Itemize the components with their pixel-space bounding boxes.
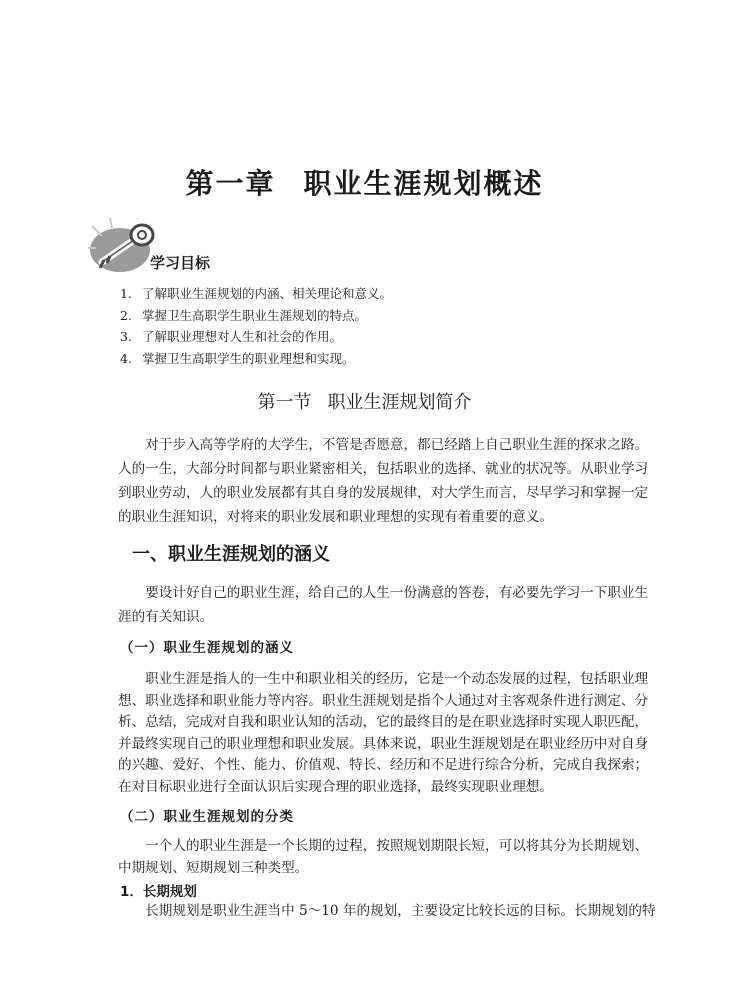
- section-number: 第一节: [257, 392, 312, 413]
- text-line: 长期规划是职业生涯当中 5～10 年的规划，主要设定比较长远的目标。长期规划的特: [118, 903, 656, 919]
- section-name: 职业生涯规划简介: [327, 392, 472, 413]
- section-title: [0, 388, 729, 414]
- text-line: 到职业劳动，人的职业发展都有其自身的发展规律，对大学生而言，尽早学习和掌握一定: [118, 485, 649, 501]
- text-line: 职业生涯是指人的一生中和职业相关的经历，它是一个动态发展的过程，包括职业理: [118, 671, 649, 687]
- text-line: 对于步入高等学府的大学生，不管是否愿意，都已经踏上自己职业生涯的探求之路。: [118, 437, 649, 453]
- paragraph-2: [118, 581, 648, 629]
- item-number: 2.: [120, 307, 132, 323]
- objectives-title: 学习目标: [150, 254, 211, 272]
- objective-item: [120, 326, 392, 348]
- item-number: 1.: [120, 286, 132, 301]
- item-number: 3.: [120, 329, 132, 344]
- chapter-name: 职业生涯规划概述: [303, 167, 544, 200]
- text-line: 想、职业选择和职业能力等内容。职业生涯规划是指个人通过对主客观条件进行测定、分: [118, 692, 649, 709]
- objectives-list: [120, 283, 392, 369]
- objective-item: [120, 283, 392, 305]
- text-line: 的兴趣、爱好、个性、能力、价值观、特长、经历和不足进行综合分析，完成自我探索；: [118, 757, 649, 773]
- text-line: 中期规划、短期规划三种类型。: [118, 859, 309, 876]
- item-number: 4.: [120, 350, 132, 366]
- chapter-title: [0, 162, 729, 202]
- objective-item: [120, 348, 392, 370]
- subheading-1: （一）职业生涯规划的涵义: [120, 640, 294, 656]
- item-text: 了解职业理想对人生和社会的作用。: [142, 329, 343, 344]
- text-line: 的职业生涯知识，对将来的职业发展和职业理想的实现有着重要的意义。: [118, 509, 553, 525]
- heading-1: 一、职业生涯规划的涵义: [132, 544, 330, 565]
- item-text: 了解职业生涯规划的内涵、相关理论和意义。: [142, 286, 393, 301]
- paragraph-3: [118, 669, 648, 798]
- intro-paragraph: [118, 433, 648, 529]
- subheading-3: 1．长期规划: [120, 884, 197, 900]
- text-line: 涯的有关知识。: [118, 609, 214, 625]
- paragraph-4: [118, 836, 648, 879]
- item-text: 掌握卫生高职学生的职业理想和实现。: [142, 350, 355, 366]
- text-line: 析、总结，完成对自我和职业认知的活动，它的最终目的是在职业选择时实现人职匹配，: [118, 714, 649, 730]
- text-line: 并最终实现自己的职业理想和职业发展。具体来说，职业生涯规划是在职业经历中对自身: [118, 735, 649, 752]
- text-line: 要设计好自己的职业生涯，给自己的人生一份满意的答卷，有必要先学习一下职业生: [118, 585, 649, 601]
- paragraph-5: [118, 901, 656, 923]
- subheading-2: （二）职业生涯规划的分类: [120, 809, 294, 825]
- text-line: 人的一生，大部分时间都与职业紧密相关，包括职业的选择、就业的状况等。从职业学习: [118, 461, 649, 477]
- text-line: 在对目标职业进行全面认识后实现合理的职业选择，最终实现职业理想。: [118, 778, 553, 795]
- item-text: 掌握卫生高职学生职业生涯规划的特点。: [142, 307, 368, 323]
- text-line: 一个人的职业生涯是一个长期的过程，按照规划期限长短，可以将其分为长期规划、: [118, 838, 649, 854]
- objective-item: [120, 305, 392, 327]
- chapter-number: 第一章: [185, 167, 276, 200]
